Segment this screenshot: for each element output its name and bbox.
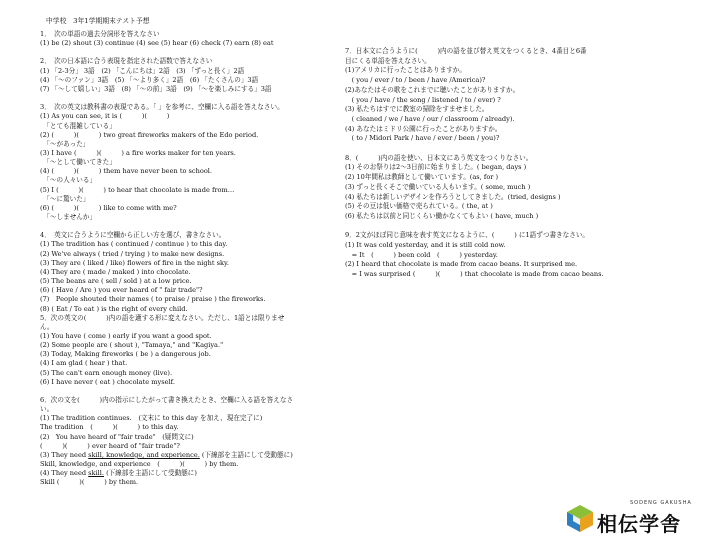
right-line: = I was surprised ( )( ) that chocolate is made from cacao beans.	[345, 270, 604, 279]
left-line: ( )( ) ever heard of "fair trade"?	[40, 441, 180, 450]
left-line: (8) ( Eat / To eat ) is the right of every child.	[40, 304, 188, 313]
left-line: (2) We've always ( tried / trying ) to make new designs.	[40, 249, 225, 258]
left-line: (3) They are ( liked / like) flowers of fire in the night sky.	[40, 258, 229, 267]
left-line: 「〜に驚いた」	[40, 194, 90, 203]
left-line: 3． 次の英文は教科書の表現である。「 」を参考に、空欄に入る語を答えなさい。	[40, 103, 284, 112]
right-line: (1) そのお祭りは2〜3日前に始まりました。( began, days )	[345, 163, 527, 172]
logo-subtitle: SODENG GAKUSHA	[630, 500, 692, 506]
company-logo	[545, 497, 720, 540]
left-line: (4) They are ( made / maked ) into chocolate.	[40, 267, 191, 276]
left-line: 1． 次の単語の過去分詞形を答えなさい	[40, 30, 160, 38]
left-line: (3) Today, Making fireworks ( be ) a dangerous job.	[40, 350, 211, 359]
right-line: ( you / have / the song / listened / to / ever) ?	[345, 95, 501, 104]
logo-name: 相伝学舎	[597, 512, 681, 536]
right-line: ( you / ever / to / been / have /America)?	[345, 76, 486, 85]
left-line: Skill ( )( ) by them.	[40, 478, 139, 487]
right-line: (2) I heard that chocolate is made from cacao beans. It surprised me.	[345, 260, 578, 269]
right-line: (5) その豆は低い価格で売られている。( the, at )	[345, 202, 493, 211]
left-line: (4) 「〜のファン」3語 (5) 「〜より多く」2語 (6) 「たくさんの」3語	[40, 75, 259, 84]
left-line: (1) The tradition continues. (文末に to this day を加え、現在完了に)	[40, 414, 263, 423]
left-line: 「〜の人々いる」	[40, 176, 97, 185]
left-line: (4) ( )( ) them have never been to school.	[40, 167, 213, 176]
right-line: 9．2文がほぼ同じ意味を表す英文になるように、( ) に1語ずつ書きなさい。	[345, 231, 590, 240]
left-line: (1) As you can see, it is ( )( )	[40, 112, 170, 121]
left-line: 「とても混雑している」	[40, 121, 116, 130]
left-line: Skill, knowledge, and experience ( )( ) by them.	[40, 460, 239, 469]
right-line: (4) 私たちは新しいデザインを作ろうとしてきました。(tried, designs )	[345, 192, 561, 201]
right-line: (1) It was cold yesterday, and it is still cold now.	[345, 241, 506, 249]
left-line: 4． 英文に合うように空欄から正しい方を選び、書きなさい。	[40, 231, 226, 240]
left-line: (1) You have ( come ) early if you want a good spot.	[40, 331, 212, 340]
left-line: 「〜があった」	[40, 139, 90, 148]
left-line: (2) You have heard of "fair trade" (疑問文に)	[40, 432, 194, 441]
left-line: (3) I have ( )( ) a fire works maker for ten years.	[40, 148, 236, 157]
right-line: (3) 私たちはすでに教室の掃除をすませました。	[345, 105, 489, 114]
left-line: (3) They need skill, knowledge, and experience. (下線部を主語にして受動態に)	[40, 450, 293, 459]
left-line: (7) People shouted their names ( to praise / praise ) the fireworks.	[40, 295, 266, 304]
left-line: 2． 次の日本語に合う表現を指定された語数で答えなさい	[40, 57, 213, 66]
left-line: (6) ( )( ) like to come with me?	[40, 203, 177, 212]
left-line: (1) be (2) shout (3) continue (4) see (5) hear (6) check (7) earn (8) eat	[40, 39, 274, 48]
left-line: 「〜として働いてきた」	[40, 158, 116, 167]
left-line: (6) I have never ( eat ) chocolate myself.	[40, 377, 175, 386]
right-line: (1)アメリカに行ったことはありますか。	[345, 66, 466, 75]
left-line: (7) 「〜して嬉しい」3語 (8) 「〜の前」3語 (9) 「〜を楽しみにする」3語	[40, 84, 272, 93]
left-line: 5．次の英文の( )内の語を適する形に変えなさい。ただし、1語とは限りませ	[40, 313, 285, 322]
right-line: 8．( )内の語を使い、日本文にあう英文をつくりなさい。	[345, 153, 533, 162]
left-line: い。	[40, 405, 54, 414]
right-line: (2) 10年間私は教師として働いています。(as, for )	[345, 173, 499, 182]
left-line: (6) ( Have / Are ) you ever heard of " fair trade"?	[40, 286, 203, 295]
right-line: (6) 私たちは以前と同じくらい働かなくてもよい ( have, much )	[345, 211, 539, 220]
left-line: (5) I ( )( ) to hear that chocolate is made from…	[40, 185, 235, 194]
right-line: (3) ずっと長くそこで働いている人もいます。( some, much )	[345, 182, 531, 191]
left-line: (5) The can't earn enough money (live).	[40, 368, 173, 377]
right-line: 目にくる単語を答えなさい。	[345, 56, 431, 65]
left-line: (2) ( )( ) two great fireworks makers of the Edo period.	[40, 130, 259, 139]
right-line: (4) あなたはミドリ公園に行ったことがありますか。	[345, 124, 502, 133]
right-line: = It ( ) been cold ( ) yesterday.	[345, 250, 498, 259]
left-line: (4) They need skill. (下線部を主語にして受動態に)	[40, 469, 197, 478]
right-line: ( cleaned / we / have / our / classroom / already).	[345, 114, 515, 123]
left-line: (1) The tradition has ( continued / continue ) to this day.	[40, 240, 228, 249]
left-line: (4) I am glad ( hear ) that.	[40, 359, 128, 368]
left-line: 6．次の文を( )内の指示にしたがって書き換えたとき、空欄に入る語を答えなさ	[40, 396, 294, 404]
left-line: (1) 「2-3分」 3語 (2) 「こんにちは」2語 (3) 「ずっと長く」2語	[40, 66, 245, 75]
left-line: (5) The beans are ( sell / sold ) at a low price.	[40, 277, 192, 286]
right-line: 7．日本文に合うように( )内の語を並び替え英文をつくるとき、4番目と6番	[345, 47, 587, 55]
right-line: (2)あなたはその歌をこれまでに聴いたことがありますか。	[345, 85, 520, 94]
left-line: ん。	[40, 322, 54, 331]
page-title: 中学校 3年1学期期末テスト予想	[46, 17, 150, 25]
left-line: (2) Some people are ( shout ), "Tamaya," and "Kagiya."	[40, 341, 224, 350]
left-line: 「〜しませんか」	[40, 213, 97, 221]
left-line: The tradition ( )( ) to this day.	[40, 423, 179, 432]
logo-cube-icon	[565, 503, 595, 533]
right-line: ( to / Midori Park / have / ever / been / you)?	[345, 134, 500, 143]
